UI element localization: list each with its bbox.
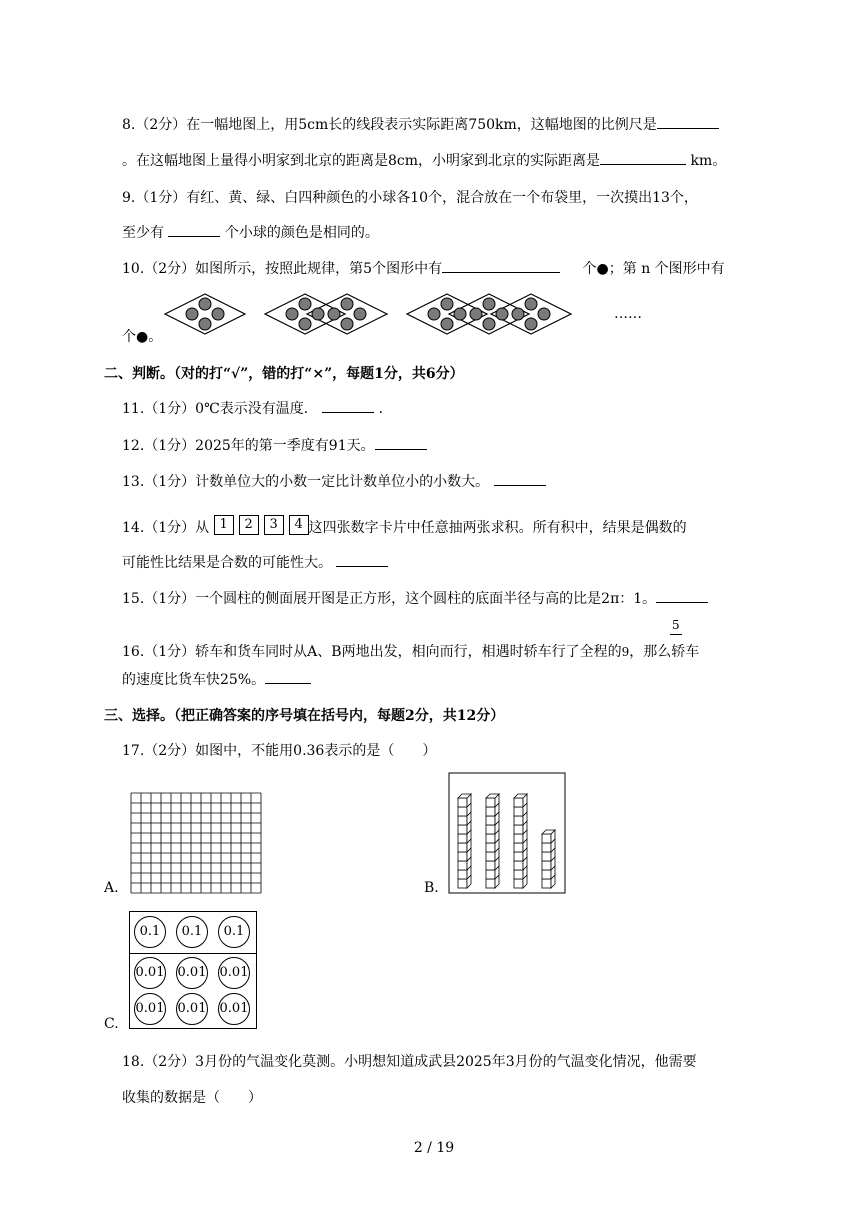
q10-line1	[122, 258, 725, 278]
cube	[514, 843, 523, 852]
cube	[458, 879, 467, 888]
q9-line2	[122, 222, 379, 242]
q11-text: 11.（1分）0℃表示没有温度．	[122, 401, 318, 417]
cube	[486, 816, 495, 825]
q16-text2: ，那么轿车	[629, 644, 700, 660]
q17: 17.（2分）如图中，不能用0.36表示的是（ ）	[122, 743, 437, 759]
cube	[458, 825, 467, 834]
q9-text3: 个小球的颜色是相同的。	[224, 225, 379, 241]
q17-option-a-grid[interactable]	[130, 792, 262, 894]
q16-fraction-denominator: 9	[621, 645, 630, 659]
cube	[514, 852, 523, 861]
q14-line2	[122, 552, 388, 572]
q16-fraction-bar	[670, 634, 682, 635]
q9-text2: 至少有	[122, 225, 164, 241]
cube	[458, 861, 467, 870]
cube	[514, 816, 523, 825]
circle-hundredth: 0.01	[218, 957, 250, 989]
q17-option-c-box[interactable]	[129, 911, 257, 1029]
section-3-heading: 三、选择。（把正确答案的序号填在括号内，每题2分，共12分）	[104, 708, 505, 724]
page-number: 2 / 19	[413, 1140, 455, 1156]
q11	[122, 398, 393, 418]
cube	[486, 834, 495, 843]
circle-tenth: 0.1	[218, 916, 250, 948]
number-card-4: 4	[289, 515, 309, 535]
q9-text1: 9.（1分）有红、黄、绿、白四种颜色的小球各10个，混合放在一个布袋里，一次摸出13个，	[122, 190, 698, 206]
q10-blank1[interactable]	[442, 258, 560, 273]
q15	[122, 588, 708, 608]
cube	[542, 870, 551, 879]
cube	[458, 816, 467, 825]
cube	[542, 852, 551, 861]
cube	[486, 798, 495, 807]
cube	[458, 852, 467, 861]
q12-text: 12.（1分）2025年的第一季度有91天。	[122, 438, 375, 454]
option-c-divider	[130, 953, 256, 954]
q17-option-b-label[interactable]: B.	[424, 880, 439, 896]
q8-blank1[interactable]	[657, 114, 719, 129]
q18-line1: 18.（2分）3月份的气温变化莫测。小明想知道成武县2025年3月份的气温变化情况，他需要	[122, 1054, 697, 1070]
cube	[486, 843, 495, 852]
q8-text2: 。在这幅地图上量得小明家到北京的距离是8cm，小明家到北京的实际距离是	[122, 153, 601, 169]
q10-text1: 10.（2分）如图所示，按照此规律，第5个图形中有	[122, 261, 443, 277]
q8-blank2[interactable]	[600, 150, 686, 165]
cube	[458, 870, 467, 879]
q10-line2: 个●。	[122, 329, 163, 345]
circle-hundredth: 0.01	[218, 993, 250, 1025]
cube	[542, 861, 551, 870]
cube	[514, 807, 523, 816]
cube	[514, 798, 523, 807]
q17-option-c-label[interactable]: C.	[104, 1016, 119, 1032]
q16-text1: 16.（1分）轿车和货车同时从A、B两地出发，相向而行，相遇时轿车行了全程的	[122, 644, 622, 660]
cube	[542, 879, 551, 888]
q13-blank[interactable]	[494, 471, 546, 486]
circle-hundredth: 0.01	[134, 993, 166, 1025]
number-card-2: 2	[239, 515, 259, 535]
cube	[458, 843, 467, 852]
section-2-heading: 二、判断。（对的打“√”，错的打“×”，每题1分，共6分）	[104, 366, 464, 382]
cube	[486, 807, 495, 816]
q15-text: 15.（1分）一个圆柱的侧面展开图是正方形，这个圆柱的底面半径与高的比是2π：1。	[122, 591, 657, 607]
q14-suffix: 这四张数字卡片中任意抽两张求积。所有积中，结果是偶数的	[308, 520, 687, 536]
cube	[542, 834, 551, 843]
circle-tenth: 0.1	[176, 916, 208, 948]
cube	[458, 834, 467, 843]
cube	[514, 879, 523, 888]
q8-unit: km。	[690, 153, 727, 169]
q16-fraction-numerator: 5	[672, 618, 680, 632]
cube	[458, 798, 467, 807]
q14-text2: 可能性比结果是合数的可能性大。	[122, 555, 332, 571]
q15-blank[interactable]	[656, 588, 708, 603]
q16-text3: 的速度比货车快25%。	[122, 672, 266, 688]
cube	[514, 861, 523, 870]
q16-line1	[122, 641, 699, 661]
number-card-1: 1	[214, 515, 234, 535]
q16-blank[interactable]	[265, 669, 311, 684]
q13-text: 13.（1分）计数单位大的小数一定比计数单位小的小数大。	[122, 474, 490, 490]
q11-end: ．	[378, 401, 393, 417]
q14-blank[interactable]	[336, 552, 388, 567]
cube	[514, 834, 523, 843]
circle-hundredth: 0.01	[176, 993, 208, 1025]
q10-pattern-figure	[160, 290, 580, 340]
cube	[542, 843, 551, 852]
cube	[514, 870, 523, 879]
q11-blank[interactable]	[322, 398, 374, 413]
q9-blank[interactable]	[168, 222, 220, 237]
q14-prefix: 14.（1分）从	[122, 520, 210, 536]
q13	[122, 471, 546, 491]
cube	[514, 825, 523, 834]
q17-option-b-cube-columns[interactable]	[448, 772, 568, 896]
q18-line2: 收集的数据是（ ）	[122, 1090, 262, 1106]
q12-blank[interactable]	[375, 435, 427, 450]
number-card-3: 3	[264, 515, 284, 535]
q14-line1	[122, 517, 687, 538]
q8-text1: 8.（2分）在一幅地图上，用5cm长的线段表示实际距离750km，这幅地图的比例尺是	[122, 117, 657, 133]
cube	[486, 852, 495, 861]
q17-option-a-label[interactable]: A.	[104, 880, 119, 896]
circle-hundredth: 0.01	[134, 957, 166, 989]
q9-line1	[122, 187, 698, 207]
cube	[486, 825, 495, 834]
cube	[458, 807, 467, 816]
q8-line2	[122, 150, 726, 170]
q10-text2: 个●；第 n 个图形中有	[582, 261, 725, 277]
q12	[122, 435, 427, 455]
pattern-figure-2	[265, 294, 387, 334]
q10-ellipsis: ……	[614, 306, 642, 322]
cube	[486, 879, 495, 888]
circle-tenth: 0.1	[134, 916, 166, 948]
cube	[486, 861, 495, 870]
cube	[486, 870, 495, 879]
q16-line2	[122, 669, 311, 689]
circle-hundredth: 0.01	[176, 957, 208, 989]
q8-line1	[122, 114, 719, 134]
